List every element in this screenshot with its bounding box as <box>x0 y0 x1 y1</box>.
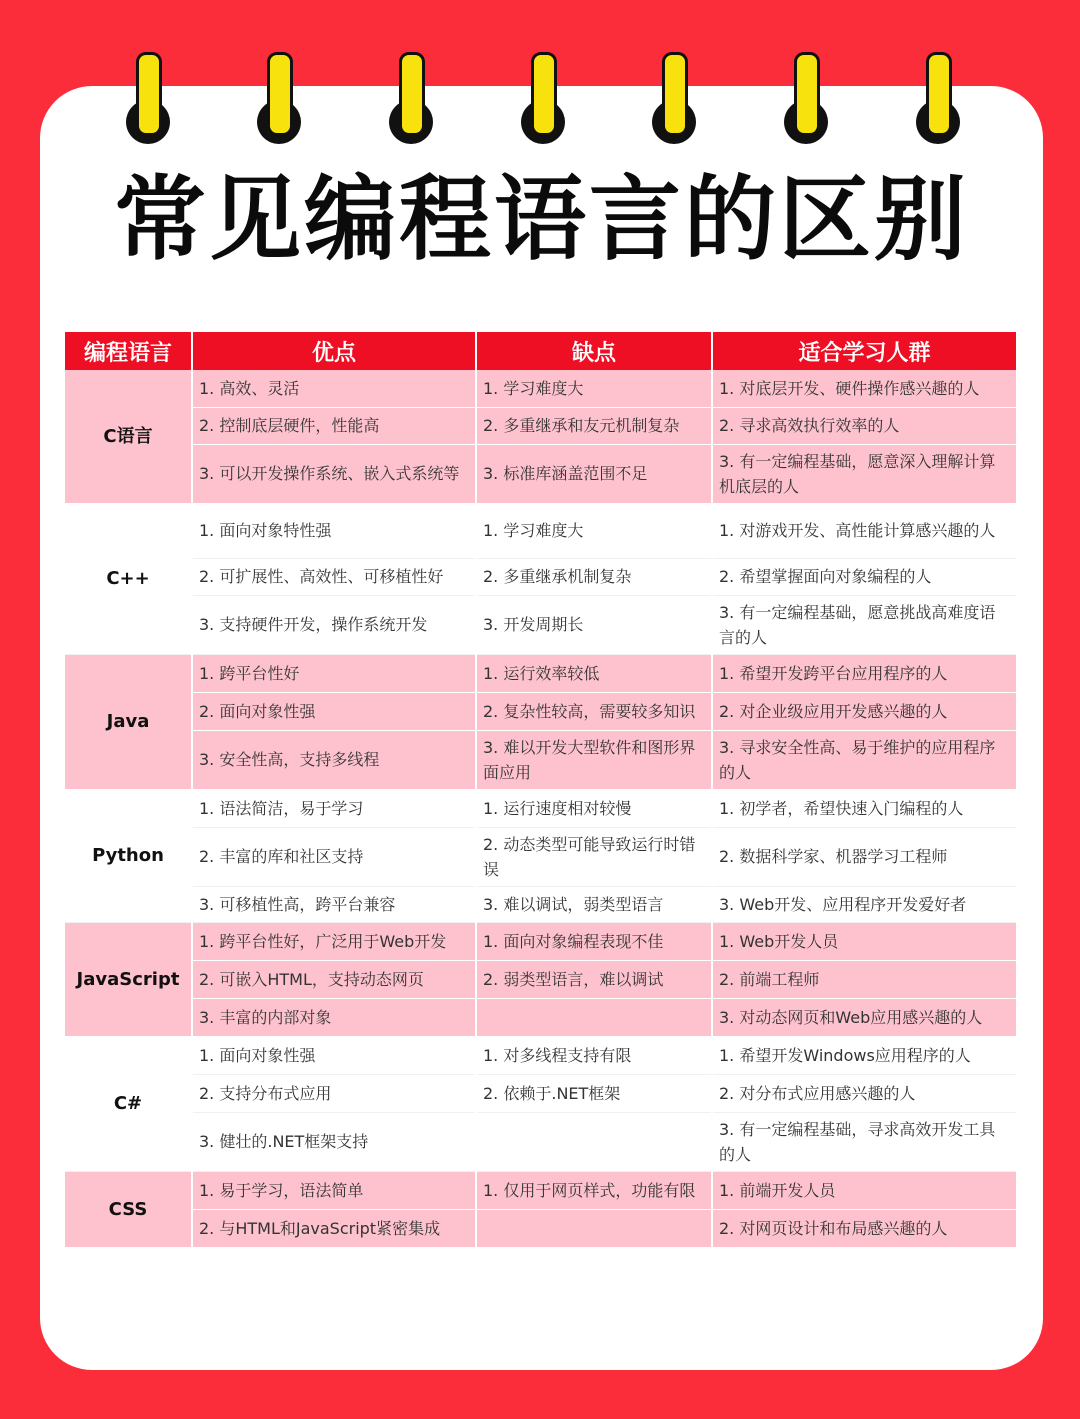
audience-cell: 2. 希望掌握面向对象编程的人 <box>712 558 1016 595</box>
page-title: 常见编程语言的区别 <box>113 166 969 273</box>
table-row <box>65 1036 1016 1074</box>
audience-cell: 1. Web开发人员 <box>712 922 1016 960</box>
audience-cell: 2. 对企业级应用开发感兴趣的人 <box>712 692 1016 730</box>
advantage-cell: 3. 健壮的.NET框架支持 <box>192 1112 476 1171</box>
advantage-cell: 2. 与HTML和JavaScript紧密集成 <box>192 1209 476 1247</box>
advantage-cell: 3. 丰富的内部对象 <box>192 998 476 1036</box>
table-row <box>65 444 1016 503</box>
disadvantage-cell: 1. 运行速度相对较慢 <box>476 789 712 827</box>
language-name: Java <box>65 654 192 789</box>
audience-cell: 1. 前端开发人员 <box>712 1171 1016 1209</box>
table-row <box>65 998 1016 1036</box>
table-row <box>65 1209 1016 1247</box>
advantage-cell: 3. 支持硬件开发，操作系统开发 <box>192 595 476 654</box>
language-name: C# <box>65 1036 192 1171</box>
advantage-cell: 1. 面向对象性强 <box>192 1036 476 1074</box>
audience-cell: 1. 对游戏开发、高性能计算感兴趣的人 <box>712 503 1016 558</box>
table-row <box>65 654 1016 692</box>
advantage-cell: 3. 可以开发操作系统、嵌入式系统等 <box>192 444 476 503</box>
disadvantage-cell: 3. 难以调试，弱类型语言 <box>476 886 712 922</box>
column-header-advantages: 优点 <box>192 332 476 370</box>
table-row <box>65 730 1016 789</box>
table-row <box>65 960 1016 998</box>
disadvantage-cell: 2. 动态类型可能导致运行时错误 <box>476 827 712 886</box>
advantage-cell: 2. 丰富的库和社区支持 <box>192 827 476 886</box>
advantage-cell: 2. 支持分布式应用 <box>192 1074 476 1112</box>
audience-cell: 1. 初学者，希望快速入门编程的人 <box>712 789 1016 827</box>
language-name: C++ <box>65 503 192 654</box>
binding-ring <box>389 52 443 140</box>
advantage-cell: 2. 面向对象性强 <box>192 692 476 730</box>
disadvantage-cell: 1. 学习难度大 <box>476 503 712 558</box>
audience-cell: 2. 对网页设计和布局感兴趣的人 <box>712 1209 1016 1247</box>
audience-cell: 1. 希望开发跨平台应用程序的人 <box>712 654 1016 692</box>
column-header-audience: 适合学习人群 <box>712 332 1016 370</box>
table-header-row <box>65 332 1016 370</box>
advantage-cell: 1. 跨平台性好，广泛用于Web开发 <box>192 922 476 960</box>
table-row <box>65 922 1016 960</box>
advantage-cell: 2. 可扩展性、高效性、可移植性好 <box>192 558 476 595</box>
binding-ring <box>257 52 311 140</box>
binding-ring <box>126 52 180 140</box>
disadvantage-cell: 2. 弱类型语言，难以调试 <box>476 960 712 998</box>
language-name: CSS <box>65 1171 192 1247</box>
audience-cell: 3. 有一定编程基础，愿意深入理解计算机底层的人 <box>712 444 1016 503</box>
disadvantage-cell: 3. 开发周期长 <box>476 595 712 654</box>
audience-cell: 2. 对分布式应用感兴趣的人 <box>712 1074 1016 1112</box>
audience-cell: 2. 寻求高效执行效率的人 <box>712 407 1016 444</box>
language-name: JavaScript <box>65 922 192 1036</box>
advantage-cell: 2. 控制底层硬件，性能高 <box>192 407 476 444</box>
table-row <box>65 1112 1016 1171</box>
disadvantage-cell: 1. 面向对象编程表现不佳 <box>476 922 712 960</box>
table-row <box>65 407 1016 444</box>
advantage-cell: 1. 易于学习，语法简单 <box>192 1171 476 1209</box>
audience-cell: 1. 对底层开发、硬件操作感兴趣的人 <box>712 370 1016 407</box>
table-row <box>65 1074 1016 1112</box>
disadvantage-cell: 1. 仅用于网页样式，功能有限 <box>476 1171 712 1209</box>
advantage-cell: 1. 跨平台性好 <box>192 654 476 692</box>
advantage-cell: 1. 语法简洁，易于学习 <box>192 789 476 827</box>
disadvantage-cell: 3. 标准库涵盖范围不足 <box>476 444 712 503</box>
table-row <box>65 886 1016 922</box>
disadvantage-cell <box>476 1112 712 1171</box>
disadvantage-cell: 2. 依赖于.NET框架 <box>476 1074 712 1112</box>
table-row <box>65 1171 1016 1209</box>
audience-cell: 2. 前端工程师 <box>712 960 1016 998</box>
column-header-disadvantages: 缺点 <box>476 332 712 370</box>
audience-cell: 3. 对动态网页和Web应用感兴趣的人 <box>712 998 1016 1036</box>
advantage-cell: 1. 高效、灵活 <box>192 370 476 407</box>
language-name: Python <box>65 789 192 922</box>
binding-ring <box>916 52 970 140</box>
binding-ring <box>652 52 706 140</box>
language-name: C语言 <box>65 370 192 503</box>
disadvantage-cell: 1. 对多线程支持有限 <box>476 1036 712 1074</box>
table-row <box>65 503 1016 558</box>
table-row <box>65 827 1016 886</box>
disadvantage-cell <box>476 1209 712 1247</box>
advantage-cell: 3. 可移植性高，跨平台兼容 <box>192 886 476 922</box>
binding-ring <box>521 52 575 140</box>
audience-cell: 3. 有一定编程基础，愿意挑战高难度语言的人 <box>712 595 1016 654</box>
advantage-cell: 3. 安全性高，支持多线程 <box>192 730 476 789</box>
comparison-table <box>65 332 1016 1248</box>
disadvantage-cell: 2. 复杂性较高，需要较多知识 <box>476 692 712 730</box>
disadvantage-cell: 2. 多重继承和友元机制复杂 <box>476 407 712 444</box>
audience-cell: 3. Web开发、应用程序开发爱好者 <box>712 886 1016 922</box>
table-row <box>65 595 1016 654</box>
disadvantage-cell: 3. 难以开发大型软件和图形界面应用 <box>476 730 712 789</box>
disadvantage-cell <box>476 998 712 1036</box>
audience-cell: 2. 数据科学家、机器学习工程师 <box>712 827 1016 886</box>
column-header-language: 编程语言 <box>65 332 192 370</box>
disadvantage-cell: 2. 多重继承机制复杂 <box>476 558 712 595</box>
table-row <box>65 789 1016 827</box>
advantage-cell: 2. 可嵌入HTML，支持动态网页 <box>192 960 476 998</box>
table-row <box>65 558 1016 595</box>
advantage-cell: 1. 面向对象特性强 <box>192 503 476 558</box>
binding-ring <box>784 52 838 140</box>
table-row <box>65 370 1016 407</box>
disadvantage-cell: 1. 学习难度大 <box>476 370 712 407</box>
audience-cell: 3. 寻求安全性高、易于维护的应用程序的人 <box>712 730 1016 789</box>
table-row <box>65 692 1016 730</box>
disadvantage-cell: 1. 运行效率较低 <box>476 654 712 692</box>
audience-cell: 1. 希望开发Windows应用程序的人 <box>712 1036 1016 1074</box>
audience-cell: 3. 有一定编程基础，寻求高效开发工具的人 <box>712 1112 1016 1171</box>
